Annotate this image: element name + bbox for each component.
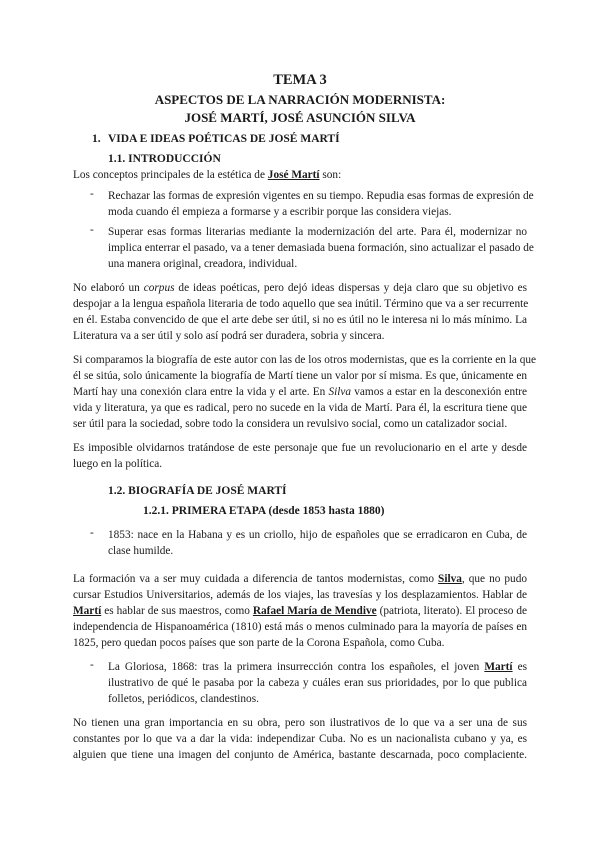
section-1-heading: VIDA E IDEAS POÉTICAS DE JOSÉ MARTÍ <box>108 133 340 145</box>
bullet-3-line-1: 1853: nace en la Habana y es un criollo, hijo de españoles que se erradicaron en Cuba, de <box>108 529 527 541</box>
paragraph-5-line-2: constantes por lo que va a dar la vida: independizar Cuba. No es un nacionalista cubano y ya, es <box>73 733 527 745</box>
author-name-marti: Martí <box>73 605 102 617</box>
section-1-2-heading: 1.2. BIOGRAFÍA DE JOSÉ MARTÍ <box>108 485 287 497</box>
paragraph-1-line-4: Literatura va a ser útil y solo así podrá ser duradera, sobria y sincera. <box>73 330 385 342</box>
paragraph-5-line-1: No tienen una gran importancia en su obra, pero son ilustrativos de lo que va a ser una de sus <box>73 717 527 729</box>
paragraph-4-line-1: La formación va a ser muy cuidada a diferencia de tantos modernistas, como Silva, que no pudo <box>73 573 528 585</box>
bullet-dash: - <box>90 188 94 200</box>
author-name-mendive: Rafael María de Mendive <box>252 605 377 617</box>
doc-title-line-2: JOSÉ MARTÍ, JOSÉ ASUNCIÓN SILVA <box>184 110 416 125</box>
paragraph-3-line-2: luego en la política. <box>73 458 163 470</box>
bullet-dash: - <box>90 527 94 539</box>
tema-title: TEMA 3 <box>273 72 327 88</box>
bullet-2-line-2: implica enterrar el pasado, va a tener demasiada buena formación, sino actualizar el pasado de <box>108 242 534 254</box>
section-1-1-heading: 1.1. INTRODUCCIÓN <box>108 153 221 165</box>
bullet-2-line-1: Superar esas formas literarias mediante la modernización del arte. Para él, modernizar no <box>108 226 527 238</box>
paragraph-2-line-5: ser útil para la sociedad, sobre todo la considera un revulsivo social, como un catalizador social. <box>73 418 508 430</box>
bullet-1-line-2: moda cuando él empieza a formarse y a escribir porque las considera viejas. <box>108 206 452 218</box>
bullet-dash: - <box>90 224 94 236</box>
paragraph-2-line-2: él se sitúa, solo únicamente la biografía de Martí tiene un valor por sí misma. Es que, únicamente en <box>73 370 527 382</box>
bullet-dash: - <box>90 659 94 671</box>
bullet-2-line-3: una manera original, creadora, individual. <box>108 258 298 270</box>
paragraph-3-line-1: Es imposible olvidarnos tratándose de este personaje que fue un revolucionario en el arte y desde <box>73 442 527 454</box>
paragraph-1-line-3: en él. Estaba convencido de que el arte debe ser útil, si no es útil no le interesa ni lo más mínimo. La <box>73 314 527 326</box>
bullet-4-line-2: ilustrativo de qué le pasaba por la cabeza y cuáles eran sus prioridades, por lo que publica <box>108 677 527 689</box>
bullet-4-line-3: folletos, periódicos, clandestinos. <box>108 693 259 705</box>
paragraph-4-line-2: cursar Estudios Universitarios, además de los viajes, las travesías y los desplazamientos. Hablar de <box>73 589 527 601</box>
bullet-3-line-2: clase humilde. <box>108 545 174 557</box>
paragraph-2-line-4: vida y literatura, ya que es radical, pero no sucede en la vida de Martí. Para él, la escritura tiene que <box>73 402 527 414</box>
paragraph-1-line-1: No elaboró un corpus de ideas poéticas, pero dejó ideas dispersas y deja claro que su objetivo es <box>73 282 528 294</box>
paragraph-4-line-3: Martí es hablar de sus maestros, como Rafael María de Mendive (patriota, literato). El proceso de <box>73 605 527 617</box>
section-1-2-1-heading: 1.2.1. PRIMERA ETAPA (desde 1853 hasta 1880) <box>143 505 385 517</box>
bullet-4-line-1: La Gloriosa, 1868: tras la primera insurrección contra los españoles, el joven Martí es <box>108 661 527 673</box>
author-name-marti: Martí <box>484 661 513 673</box>
paragraph-4-line-5: 1825, pero quedan pocos países que son parte de la Corona Española, como Cuba. <box>73 637 445 649</box>
doc-title-line-1: ASPECTOS DE LA NARRACIÓN MODERNISTA: <box>154 92 446 107</box>
paragraph-5-line-3: alguien que tiene una imagen del conjunto de América, bastante descarnada, poco complaciente. <box>73 749 527 761</box>
paragraph-1-line-2: despojar a la lengua española literaria de todo aquello que sea inútil. Término que va a ser recurrente <box>73 298 529 310</box>
author-name-marti: José Martí <box>267 169 320 181</box>
bullet-1-line-1: Rechazar las formas de expresión vigentes en su tiempo. Repudia esas formas de expresión de <box>108 190 534 202</box>
section-1-number: 1. <box>92 133 101 145</box>
intro-line: Los conceptos principales de la estética de José Martí son: <box>73 169 342 181</box>
author-name-silva: Silva <box>438 573 462 585</box>
paragraph-4-line-4: independencia de Hispanoamérica (1810) está más o menos culminado para la mayoría de países en <box>73 621 527 633</box>
paragraph-2-line-3: Martí hay una conexión clara entre la vida y el arte. En Silva vamos a estar en la desconexión entre <box>73 386 528 398</box>
paragraph-2-line-1: Si comparamos la biografía de este autor con las de los otros modernistas, que es la corriente en la que <box>73 354 537 366</box>
